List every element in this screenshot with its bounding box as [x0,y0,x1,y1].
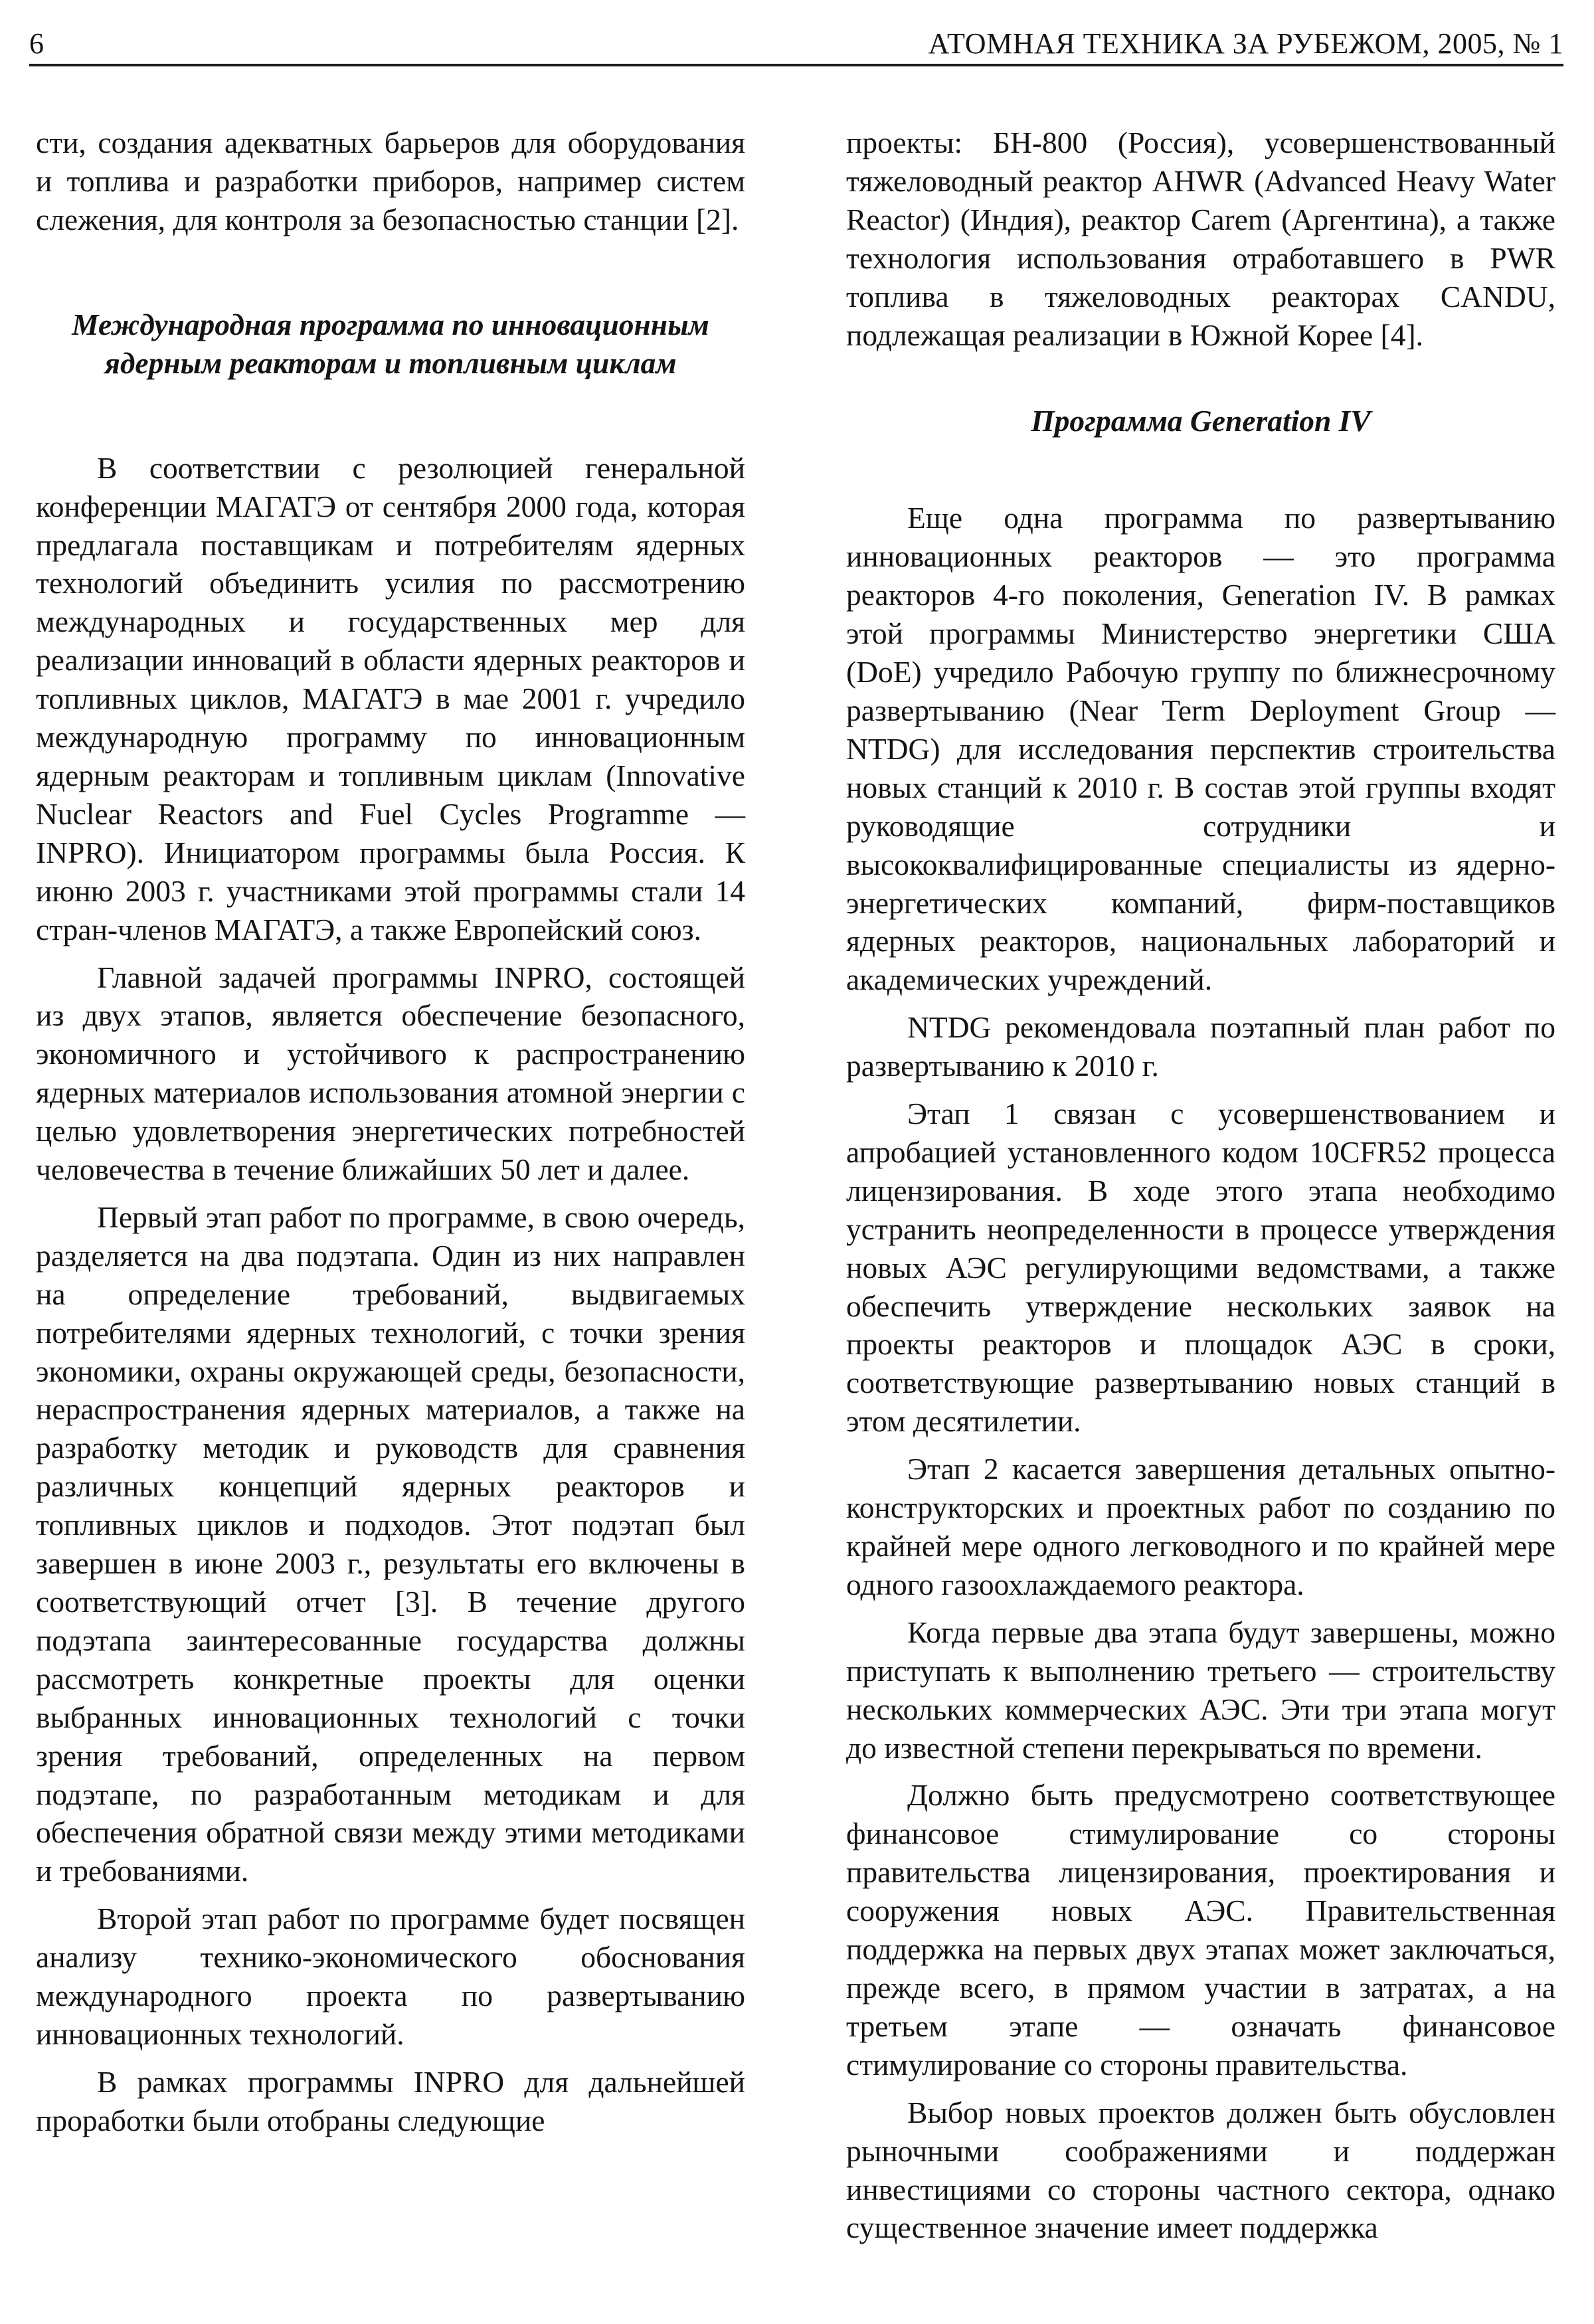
paragraph: Главной задачей программы INPRO, состоящей из двух этапов, является обеспечение безопасного, экономичного и устойчивого к распространению ядерных материалов использования атомной энергии с целью удовлетворения энергетических потребностей человечества в течение ближайших 50 лет и далее. [36,960,745,1187]
section-heading-inpro: Международная программа по инновационным ядерным реакторам и топливным циклам [72,307,709,380]
paragraph: Должно быть предусмотрено соответствующее финансовое стимулирование со стороны правительства лицензирования, проектирования и сооружения новых АЭС. Правительственная поддержка на первых двух этапах может заключаться, прежде всего, в прямом участии в затратах, а на третьем этапе — означать финансовое стимулирование со стороны правительства. [846,1778,1555,2082]
paragraph: Когда первые два этапа будут завершены, можно приступать к выполнению третьего — строительству нескольких коммерческих АЭС. Эти три этапа могут до известной степени перекрываться по времени. [846,1615,1555,1765]
left-column [36,124,745,2140]
section-heading-generation-iv: Программа Generation IV [1031,404,1371,438]
paragraph: Этап 1 связан с усовершенствованием и апробацией установленного кодом 10CFR52 процесса лицензирования. В ходе этого этапа необходимо устранить неопределенности в процессе утверждения новых АЭС регулирующими ведомствами, а также обеспечить утверждение нескольких заявок на проекты реакторов и площадок АЭС в сроки, соответствующие развертыванию новых станций в этом десятилетии. [846,1097,1555,1439]
paragraph: Первый этап работ по программе, в свою очередь, разделяется на два подэтапа. Один из них направлен на определение требований, выдвигаемых потребителями ядерных технологий, с точки зрения экономики, охраны окружающей среды, безопасности, нераспространения ядерных материалов, а также на разработку методик и руководств для сравнения различных концепций ядерных реакторов и топливных циклов и подходов. Этот подэтап был завершен в июне 2003 г., результаты его включены в соответствующий отчет [3]. В течение другого подэтапа заинтересованные государства должны рассмотреть конкретные проекты для оценки выбранных инновационных технологий с точки зрения требований, определенных на первом подэтапе, по разработанным методикам и для обеспечения обратной связи между этими методиками и требованиями. [36,1200,745,1888]
paragraph: NTDG рекомендовала поэтапный план работ по развертыванию к 2010 г. [846,1010,1555,1083]
running-header [29,20,1563,66]
journal-title: АТОМНАЯ ТЕХНИКА ЗА РУБЕЖОМ, 2005, № 1 [928,27,1563,60]
paragraph: Выбор новых проектов должен быть обусловлен рыночными соображениями и поддержан инвестициями со стороны частного сектора, однако существенное значение имеет поддержка [846,2095,1555,2245]
paragraph-continued: сти, создания адекватных барьеров для оборудования и топлива и разработки приборов, например систем слежения, для контроля за безопасностью станции [2]. [36,126,745,236]
paragraph: Этап 2 касается завершения детальных опытно-конструкторских и проектных работ по созданию по крайней мере одного легководного и по крайней мере одного газоохлаждаемого реактора. [846,1452,1555,1601]
right-column [846,124,1555,2247]
paragraph: В соответствии с резолюцией генеральной конференции МАГАТЭ от сентября 2000 года, которая предлагала поставщикам и потребителям ядерных технологий объединить усилия по рассмотрению международных и государственных мер для реализации инноваций в области ядерных реакторов и топливных циклов, МАГАТЭ в мае 2001 г. учредило международную программу по инновационным ядерным реакторам и топливным циклам (Innovative Nuclear Reactors and Fuel Cycles Programme — INPRO). Инициатором программы была Россия. К июню 2003 г. участниками этой программы стали 14 стран-членов МАГАТЭ, а также Европейский союз. [36,450,745,946]
page-number: 6 [29,27,44,60]
paragraph: Еще одна программа по развертыванию инновационных реакторов — это программа реакторов 4-го поколения, Generation IV. В рамках этой программы Министерство энергетики США (DoE) учредило Рабочую группу по ближнесрочному развертыванию (Near Term Deployment Group — NTDG) для исследования перспектив строительства новых станций к 2010 г. В состав этой группы входят руководящие сотрудники и высококвалифицированные специалисты из ядерно-энергетических компаний, фирм-поставщиков ядерных реакторов, национальных лабораторий и академических учреждений. [846,501,1555,997]
paragraph-continued: проекты: БН-800 (Россия), усовершенствованный тяжеловодный реактор AHWR (Advanced Heavy Water Reactor) (Индия), реактор Carem (Аргентина), а также технология использования отработавшего в PWR топлива в тяжеловодных реакторах CANDU, подлежащая реализации в Южной Корее [4]. [846,126,1555,352]
paragraph: В рамках программы INPRO для дальнейшей проработки были отобраны следующие [36,2064,745,2137]
paragraph: Второй этап работ по программе будет посвящен анализу технико-экономического обоснования международного проекта по развертыванию инновационных технологий. [36,1902,745,2051]
